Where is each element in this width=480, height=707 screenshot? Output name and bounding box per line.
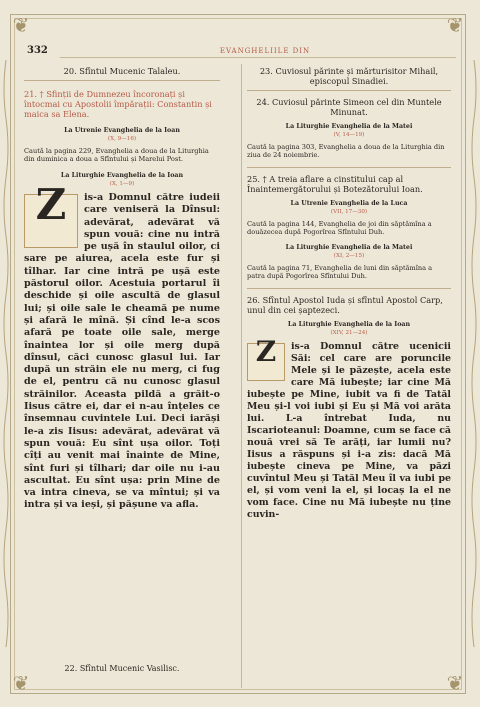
entry-24: 24. Cuviosul părinte Simeon cel din Muntele Minunat. (256, 97, 442, 117)
liturghie-reference: (X, 1—9) (109, 181, 135, 187)
entry-26: 26. Sfîntul Apostol Iuda și sfîntul Apostol Carp, unul din cei șaptezeci. (247, 295, 443, 315)
page-number: 332 (27, 45, 48, 56)
utrenie-title: La Utrenie Evanghelia de la Ioan (64, 127, 180, 134)
liturghie-title: La Liturghie Evanghelia de la Matei (285, 123, 413, 130)
liturghie-reference: (XIV, 21—24) (330, 330, 368, 336)
column-divider (241, 64, 242, 688)
corner-ornament-icon: ❦ (12, 13, 30, 37)
liturghie-reference: (V, 14—19) (333, 132, 365, 138)
liturghie-title: La Liturghie Evanghelia de la Ioan (287, 321, 411, 328)
right-column (247, 66, 451, 521)
utrenie-text: Caută la pagina 144, Evanghelia de joi din săptămîna a douăzecea după Pogorîrea Sfîntului Duh. (247, 220, 432, 236)
divider (247, 288, 451, 289)
divider (247, 90, 451, 91)
dropcap-initial: Z (24, 194, 78, 248)
liturghie-title: La Liturghie Evanghelia de la Ioan (60, 172, 184, 179)
entry-23: 23. Cuviosul părinte și mărturisitor Mihail, episcopul Sinadiei. (259, 66, 439, 86)
corner-ornament-icon: ❦ (446, 13, 464, 37)
running-header: EVANGHELIILE DIN (219, 47, 311, 55)
utrenie-reference: (X, 9—16) (107, 136, 137, 142)
utrenie-title: La Utrenie Evanghelia de la Luca (290, 200, 408, 207)
liturghie-title: La Liturghie Evanghelia de la Matei (285, 244, 413, 251)
entry-22: 22. Sfîntul Mucenic Vasilisc. (64, 664, 180, 673)
gospel-text: Z is-a Domnul către ucenicii Săi: cel care are poruncile Mele și le păzește, acela este care Mă iubește; iar cine Mă iubește pe Mine, iubit va fi de Tatăl Meu și-l voi iubi și Eu și Mă voi arăta lui. L-a întrebat Iuda, nu Iscarioteanul: Doamne, cum se face că nouă vrei să Te arăți, iar lumii nu? Iisus a răspuns și i-a zis: dacă Mă iubește cineva pe Mine, va păzi cuvîntul Meu și Tatăl Meu îl va iubi pe el, și vom veni la el, și locaș la el ne vom face. Cine nu Mă iubește nu ține cuvin- (247, 335, 451, 520)
dropcap-initial: Z (247, 343, 285, 381)
liturghie-reference: (XI, 2—15) (333, 253, 365, 259)
entry-21: 21. † Sfinții de Dumnezeu încoronați și întocmai cu Apostolii împărații: Constantin și maica sa Elena. (24, 89, 212, 119)
corner-ornament-icon: ❦ (12, 671, 30, 695)
left-column (24, 66, 220, 512)
liturghie-text: Caută la pagina 71, Evanghelia de luni din săptămîna a patra după Pogorîrea Sfîntului Duh. (247, 264, 433, 280)
side-ornament-icon (2, 60, 10, 647)
divider (24, 80, 220, 81)
corner-ornament-icon: ❦ (446, 671, 464, 695)
liturghie-text: Caută la pagina 303, Evanghelia a doua de la Liturghia din ziua de 24 noiembrie. (247, 143, 445, 159)
entry-25: 25. † A treia aflare a cinstitului cap al Înaintemergătorului și Botezătorului Ioan. (247, 174, 423, 194)
divider (247, 167, 451, 168)
entry-20: 20. Sfîntul Mucenic Talaleu. (63, 66, 181, 76)
gospel-text: Z is-a Domnul către iudeii care veniseră la Dînsul: adevărat, adevărat vă spun vouă: cine nu intră pe ușă în staulul oilor, ci sare pe aiurea, acela este fur și tîlhar. Iar cine intră pe ușă este păstorul oilor. Acestuia portarul îi deschide și oile ascultă de glasul lui; și oile sale le cheamă pe nume și afară le mînă. Și cînd le-a scos afară pe toate oile sale, merge înaintea lor și oile merg după dînsul, căci cunosc glasul lui. Iar după un străin ele nu merg, ci fug de el, pentru că nu cunosc glasul străinilor. Aceasta pildă a grăit-o Iisus către ei, dar ei n-au înțeles ce însemnau cuvintele Lui. Deci iarăși le-a zis Iisus: adevărat, adevărat vă spun vouă: Eu sînt ușa oilor. Toți cîți au venit mai înainte de Mine, sînt furi și tîlhari; dar oile nu i-au ascultat. Eu sînt ușa: prin Mine de va intra cineva, se va mîntui; și va intra și va ieși, și pășune va afla. (24, 180, 220, 511)
header-rule (60, 57, 456, 58)
utrenie-text: Caută la pagina 229, Evanghelia a doua de la Liturghia din duminica a doua a Sfîntului și Marelui Post. (24, 147, 209, 163)
utrenie-reference: (VII, 17—30) (330, 209, 368, 215)
side-ornament-icon (470, 60, 478, 647)
